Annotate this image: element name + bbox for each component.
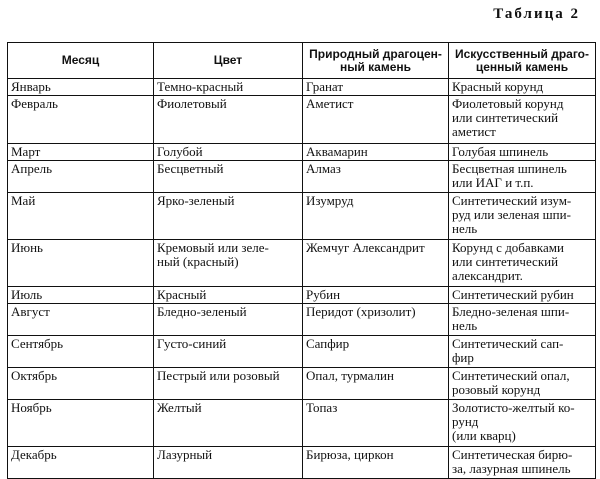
table-row [8, 400, 596, 447]
cell-natural-stone: Изумруд [303, 193, 449, 240]
cell-color: Кремовый или зеле- ный (красный) [154, 240, 303, 287]
cell-natural-stone: Аквамарин [303, 144, 449, 161]
cell-synthetic-stone: Корунд с добавками или синтетический александрит. [449, 240, 596, 287]
header-natural-stone: Природный драгоцен- ный камень [303, 43, 449, 79]
header-color: Цвет [154, 43, 303, 79]
cell-synthetic-stone: Синтетический рубин [449, 287, 596, 304]
cell-color: Ярко-зеленый [154, 193, 303, 240]
cell-month: Июль [8, 287, 154, 304]
cell-color: Темно-красный [154, 79, 303, 96]
cell-synthetic-stone: Бесцветная шпинель или ИАГ и т.п. [449, 161, 596, 193]
cell-month: Август [8, 304, 154, 336]
table-row [8, 447, 596, 479]
cell-color: Красный [154, 287, 303, 304]
table-row [8, 96, 596, 144]
cell-natural-stone: Опал, турмалин [303, 368, 449, 400]
cell-color: Бесцветный [154, 161, 303, 193]
cell-month: Октябрь [8, 368, 154, 400]
cell-synthetic-stone: Красный корунд [449, 79, 596, 96]
cell-month: Ноябрь [8, 400, 154, 447]
cell-natural-stone: Перидот (хризолит) [303, 304, 449, 336]
cell-natural-stone: Алмаз [303, 161, 449, 193]
cell-color: Густо-синий [154, 336, 303, 368]
cell-natural-stone: Жемчуг Александрит [303, 240, 449, 287]
cell-synthetic-stone: Бледно-зеленая шпи- нель [449, 304, 596, 336]
cell-synthetic-stone: Голубая шпинель [449, 144, 596, 161]
cell-month: Май [8, 193, 154, 240]
cell-month: Сентябрь [8, 336, 154, 368]
cell-color: Бледно-зеленый [154, 304, 303, 336]
table-row [8, 144, 596, 161]
cell-synthetic-stone: Синтетический изум- руд или зеленая шпи- нель [449, 193, 596, 240]
table-row [8, 240, 596, 287]
table-row [8, 368, 596, 400]
cell-color: Пестрый или розовый [154, 368, 303, 400]
cell-month: Февраль [8, 96, 154, 144]
header-synthetic-stone: Искусственный драго- ценный камень [449, 43, 596, 79]
cell-color: Голубой [154, 144, 303, 161]
cell-natural-stone: Аметист [303, 96, 449, 144]
cell-color: Лазурный [154, 447, 303, 479]
cell-month: Апрель [8, 161, 154, 193]
table-row [8, 287, 596, 304]
cell-natural-stone: Сапфир [303, 336, 449, 368]
birthstones-table [7, 42, 596, 479]
cell-natural-stone: Рубин [303, 287, 449, 304]
cell-month: Июнь [8, 240, 154, 287]
cell-color: Фиолетовый [154, 96, 303, 144]
cell-synthetic-stone: Синтетическая бирю- за, лазурная шпинель [449, 447, 596, 479]
cell-synthetic-stone: Синтетический сап- фир [449, 336, 596, 368]
table-row [8, 336, 596, 368]
cell-synthetic-stone: Синтетический опал, розовый корунд [449, 368, 596, 400]
cell-natural-stone: Бирюза, циркон [303, 447, 449, 479]
cell-synthetic-stone: Золотисто-желтый ко- рунд (или кварц) [449, 400, 596, 447]
table-row [8, 193, 596, 240]
cell-synthetic-stone: Фиолетовый корунд или синтетический аметист [449, 96, 596, 144]
cell-natural-stone: Топаз [303, 400, 449, 447]
cell-month: Декабрь [8, 447, 154, 479]
table-row [8, 304, 596, 336]
table-row [8, 161, 596, 193]
header-month: Месяц [8, 43, 154, 79]
table-header-row [8, 43, 596, 79]
cell-month: Март [8, 144, 154, 161]
table-caption: Таблица 2 [493, 6, 580, 22]
cell-month: Январь [8, 79, 154, 96]
cell-natural-stone: Гранат [303, 79, 449, 96]
table-row [8, 79, 596, 96]
cell-color: Желтый [154, 400, 303, 447]
